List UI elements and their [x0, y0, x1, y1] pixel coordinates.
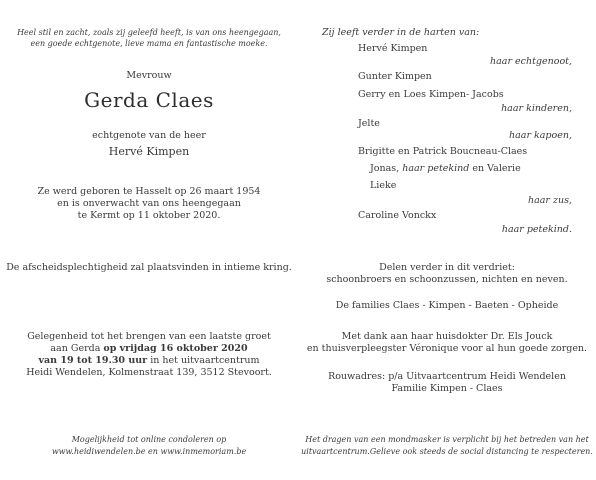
spouse-intro: echtgenote van de heer	[92, 130, 206, 141]
visit-line-2-text: aan Gerda	[50, 343, 104, 354]
visit-line-3	[0, 355, 298, 367]
birth-line-2: en is onverwacht van ons heengegaan	[57, 198, 241, 209]
sorrow-line-2: schoonbroers en schoonzussen, nichten en neven.	[326, 274, 568, 285]
salutation: Mevrouw	[126, 70, 172, 81]
visit-time: van 19 tot 19.30 uur	[38, 355, 148, 366]
family-relation: haar echtgenoot,	[490, 56, 572, 67]
visit-line-2	[0, 343, 298, 355]
family-member: Gerry en Loes Kimpen- Jacobs	[358, 89, 504, 100]
family-member-name: Jonas,	[370, 163, 403, 174]
address-line-1: Rouwadres: p/a Uitvaartcentrum Heidi Wendelen	[328, 371, 566, 382]
visit-date: op vrijdag 16 oktober 2020	[103, 343, 248, 354]
thanks-line-1: Met dank aan haar huisdokter Dr. Els Jouck	[341, 331, 553, 342]
family-relation: haar petekind.	[501, 224, 572, 235]
family-relation: haar kinderen,	[501, 103, 572, 114]
family-member: Lieke	[370, 180, 397, 191]
family-member: Brigitte en Patrick Boucneau-Claes	[358, 146, 528, 157]
family-relation: haar kapoen,	[509, 130, 572, 141]
thanks-line-2: en thuisverpleegster Véronique voor al hun goede zorgen.	[306, 343, 588, 354]
intro-line-1: Heel stil en zacht, zoals zij geleefd heeft, is van ons heengegaan,	[17, 28, 281, 37]
farewell-text: De afscheidsplechtigheid zal plaatsvinden in intieme kring.	[6, 262, 292, 273]
intro-line-2: een goede echtgenote, lieve mama en fantastische moeke.	[30, 39, 268, 48]
family-relation: haar zus,	[527, 195, 572, 206]
family-member: Hervé Kimpen	[358, 43, 428, 54]
family-relation-inline: haar petekind	[402, 163, 470, 174]
family-member-name: en Valerie	[469, 163, 521, 174]
right-footer-line-1: Het dragen van een mondmasker is verplicht bij het betreden van het	[305, 435, 589, 444]
left-footer-line-2: www.heidiwendelen.be en www.inmemoriam.be	[51, 447, 247, 456]
birth-line-1: Ze werd geboren te Hasselt op 26 maart 1954	[37, 186, 261, 197]
visit-line-1: Gelegenheid tot het brengen van een laatste groet	[27, 331, 271, 342]
deceased-name: Gerda Claes	[84, 88, 214, 112]
address-line-2: Familie Kimpen - Claes	[391, 383, 503, 394]
families-line: De families Claes - Kimpen - Baeten - Opheide	[335, 300, 559, 311]
family-member	[370, 163, 521, 175]
visit-line-3-text: in het uitvaartcentrum	[147, 355, 260, 366]
visit-line-4: Heidi Wendelen, Kolmenstraat 139, 3512 Stevoort.	[26, 367, 272, 378]
family-member: Caroline Vonckx	[358, 210, 437, 221]
family-member: Gunter Kimpen	[358, 71, 432, 82]
family-member: Jelte	[358, 118, 380, 129]
right-footer-line-2: uitvaartcentrum.Gelieve ook steeds de social distancing te respecteren.	[301, 447, 593, 456]
sorrow-line-1: Delen verder in dit verdriet:	[379, 262, 515, 273]
right-intro: Zij leeft verder in de harten van:	[322, 27, 480, 38]
birth-line-3: te Kermt op 11 oktober 2020.	[77, 210, 221, 221]
left-footer-line-1: Mogelijkheid tot online condoleren op	[71, 435, 227, 444]
spouse-name: Hervé Kimpen	[108, 145, 190, 158]
